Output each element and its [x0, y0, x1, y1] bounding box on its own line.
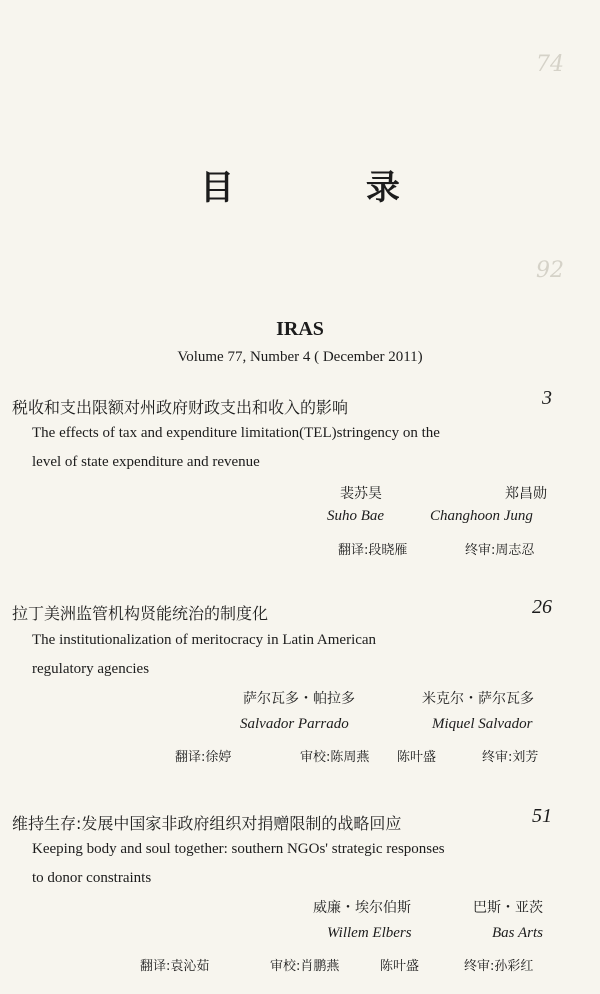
translator-credit: 翻译:段晓雁 — [338, 543, 408, 558]
entry-chinese-title[interactable]: 税收和支出限额对州政府财政支出和收入的影响 — [12, 398, 349, 417]
author-english-name: Changhoon Jung — [430, 508, 533, 524]
final-review-credit: 终审:刘芳 — [482, 750, 539, 765]
author-english-name: Suho Bae — [327, 508, 385, 524]
author-chinese-name: 米克尔・萨尔瓦多 — [422, 691, 534, 707]
author-chinese-name: 威廉・埃尔伯斯 — [313, 900, 411, 916]
entry-english-title — [32, 626, 552, 684]
entry-page-number: 26 — [532, 596, 552, 618]
english-title-line: The institutionalization of meritocracy in Latin American — [32, 632, 377, 648]
author-chinese-name: 郑昌勋 — [505, 486, 547, 502]
reviewer-credit: 审校:陈周燕 — [300, 750, 370, 765]
entry-page-number: 3 — [542, 387, 552, 409]
author-chinese-name: 裴苏昊 — [340, 486, 382, 502]
entry-chinese-title[interactable]: 拉丁美洲监管机构贤能统治的制度化 — [12, 604, 269, 623]
author-english-name: Salvador Parrado — [240, 716, 349, 732]
reviewer-credit: 陈叶盛 — [380, 959, 420, 974]
author-english-name: Miquel Salvador — [432, 716, 533, 732]
english-title-line: Keeping body and soul together: southern NGOs' strategic responses — [32, 841, 445, 857]
final-review-credit: 终审:周志忍 — [465, 543, 535, 558]
issue-info: Volume 77, Number 4 ( December 2011) — [177, 349, 423, 365]
entry-english-title — [32, 419, 552, 477]
translator-credit: 翻译:徐婷 — [175, 750, 232, 765]
english-title-line: level of state expenditure and revenue — [32, 454, 260, 470]
entry-page-number: 51 — [532, 805, 552, 827]
author-english-name: Willem Elbers — [327, 925, 412, 941]
bleed-through-text: 92 — [536, 258, 564, 283]
entry-chinese-title[interactable]: 维持生存:发展中国家非政府组织对捐赠限制的战略回应 — [12, 814, 402, 833]
english-title-line: regulatory agencies — [32, 661, 150, 677]
author-chinese-name: 巴斯・亚茨 — [473, 900, 543, 916]
english-title-line: to donor constraints — [32, 870, 152, 886]
author-english-name: Bas Arts — [492, 925, 543, 941]
bleed-through-text: 74 — [536, 52, 564, 77]
translator-credit: 翻译:袁沁茹 — [140, 959, 210, 974]
reviewer-credit: 审校:肖鹏燕 — [270, 959, 340, 974]
journal-name: IRAS — [276, 318, 324, 340]
reviewer-credit: 陈叶盛 — [397, 750, 437, 765]
entry-english-title — [32, 835, 552, 893]
toc-title: 目 录 — [200, 168, 460, 208]
final-review-credit: 终审:孙彩红 — [464, 959, 534, 974]
english-title-line: The effects of tax and expenditure limitation(TEL)stringency on the — [32, 425, 440, 441]
author-chinese-name: 萨尔瓦多・帕拉多 — [243, 691, 355, 707]
